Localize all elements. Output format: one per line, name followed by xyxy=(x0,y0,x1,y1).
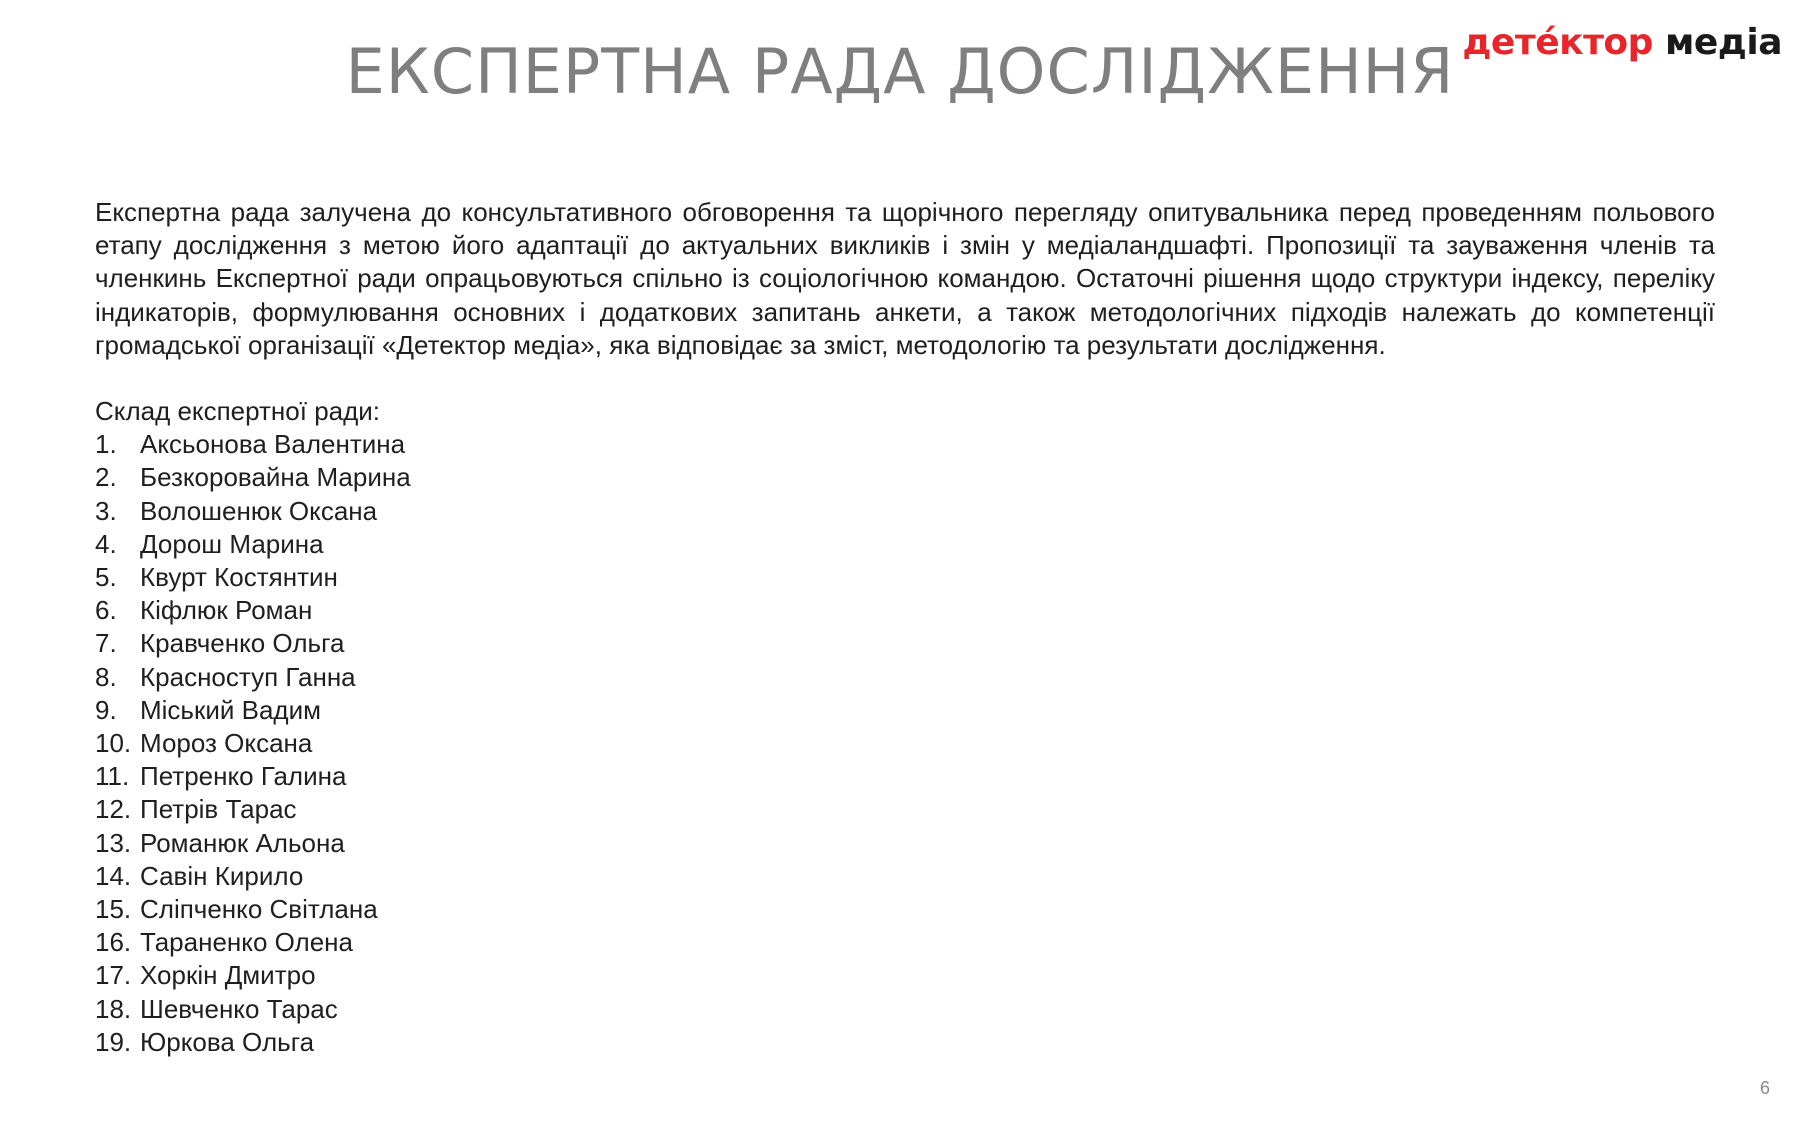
list-item-number: 3. xyxy=(95,495,117,526)
list-item-number: 19. xyxy=(95,1026,132,1057)
list-item-name: Мороз Оксана xyxy=(140,728,313,759)
list-item-number: 12. xyxy=(95,794,132,825)
list-item-name: Аксьонова Валентина xyxy=(140,429,406,460)
list-item-number: 15. xyxy=(95,894,132,925)
list-item xyxy=(95,860,1715,893)
list-item-number: 8. xyxy=(95,661,117,692)
list-item xyxy=(95,959,1715,992)
member-list xyxy=(95,428,1715,1059)
list-item-number: 18. xyxy=(95,993,132,1024)
list-item-number: 9. xyxy=(95,694,117,725)
list-item-number: 10. xyxy=(95,728,132,759)
list-item xyxy=(95,627,1715,660)
list-item-number: 1. xyxy=(95,429,117,460)
list-item-name: Безкоровайна Марина xyxy=(140,462,411,493)
detector-media-logo xyxy=(1462,18,1782,68)
list-item-name: Красноступ Ганна xyxy=(140,661,356,692)
page-title: ЕКСПЕРТНА РАДА ДОСЛІДЖЕННЯ xyxy=(345,35,1455,108)
list-item xyxy=(95,793,1715,826)
list-item-number: 6. xyxy=(95,595,117,626)
list-item-name: Петренко Галина xyxy=(140,761,347,792)
logo-text-detector: детéктор xyxy=(1462,22,1653,63)
list-item-name: Міський Вадим xyxy=(140,694,321,725)
logo-text-media: медіа xyxy=(1664,22,1782,63)
list-item-number: 7. xyxy=(95,628,117,659)
list-item xyxy=(95,428,1715,461)
list-item-name: Кравченко Ольга xyxy=(140,628,345,659)
list-item xyxy=(95,760,1715,793)
list-item-name: Тараненко Олена xyxy=(140,927,354,958)
list-item xyxy=(95,926,1715,959)
list-item-name: Шевченко Тарас xyxy=(140,993,338,1024)
list-item xyxy=(95,893,1715,926)
list-item xyxy=(95,661,1715,694)
list-item-name: Петрів Тарас xyxy=(140,794,297,825)
list-item xyxy=(95,594,1715,627)
list-item-name: Квурт Костянтин xyxy=(140,562,338,593)
list-item-name: Хоркін Дмитро xyxy=(140,960,316,991)
list-item xyxy=(95,495,1715,528)
list-item xyxy=(95,561,1715,594)
list-item-name: Романюк Альона xyxy=(140,827,345,858)
list-item xyxy=(95,827,1715,860)
list-item xyxy=(95,727,1715,760)
council-heading: Склад експертної ради: xyxy=(95,396,381,427)
intro-paragraph: Експертна рада залучена до консультативного обговорення та щорічного перегляду опитувальника перед проведенням польового етапу дослідження з метою його адаптації до актуальних викликів і змін у медіаландшафті. Пропозиції та зауваження членів та членкинь Експертної ради опрацьовуються спільно із соціологічною командою. Остаточні рішення щодо структури індексу, переліку індикаторів, формулювання основних і додаткових запитань анкети, а також методологічних підходів належать до компетенції громадської організації «Детектор медіа», яка відповідає за зміст, методологію та результати дослідження. xyxy=(95,197,1715,360)
list-item-number: 16. xyxy=(95,927,132,958)
list-item-number: 11. xyxy=(95,761,130,792)
list-item-number: 13. xyxy=(95,827,132,858)
list-item-name: Дорош Марина xyxy=(140,528,324,559)
page-number: 6 xyxy=(1759,1078,1770,1098)
list-item-number: 4. xyxy=(95,528,117,559)
list-item xyxy=(95,528,1715,561)
list-item xyxy=(95,694,1715,727)
list-item-name: Юркова Ольга xyxy=(140,1026,315,1057)
list-item-number: 17. xyxy=(95,960,132,991)
list-item-number: 2. xyxy=(95,462,117,493)
list-item-number: 14. xyxy=(95,860,132,891)
list-item-name: Кіфлюк Роман xyxy=(140,595,313,626)
list-item xyxy=(95,993,1715,1026)
list-item-number: 5. xyxy=(95,562,117,593)
main-content xyxy=(95,196,1715,1059)
list-item xyxy=(95,1026,1715,1059)
list-item-name: Савін Кирило xyxy=(140,860,304,891)
list-item xyxy=(95,461,1715,494)
list-item-name: Сліпченко Світлана xyxy=(140,894,378,925)
list-item-name: Волошенюк Оксана xyxy=(140,495,378,526)
